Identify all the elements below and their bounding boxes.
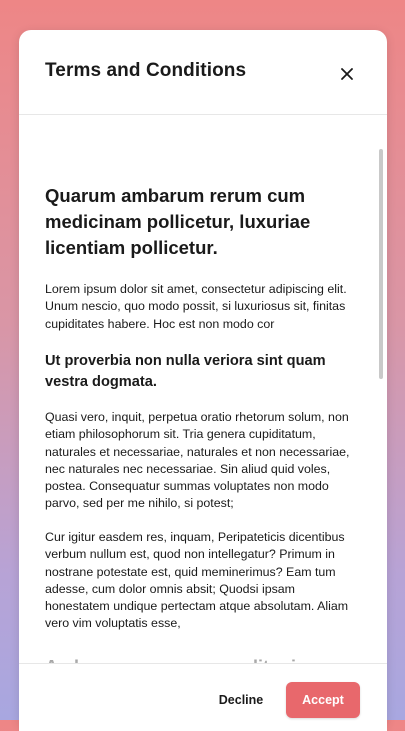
- terms-modal: [19, 30, 387, 730]
- section-heading-1: Quarum ambarum rerum cum medicinam pollicetur, luxuriae licentiam pollicetur.: [45, 185, 311, 258]
- modal-title: Terms and Conditions: [45, 60, 247, 81]
- close-icon[interactable]: [337, 64, 357, 84]
- modal-body-scroll-area[interactable]: [19, 115, 387, 663]
- modal-footer: [19, 663, 387, 731]
- scrollbar-thumb[interactable]: [379, 149, 383, 379]
- decline-button[interactable]: Decline: [205, 682, 277, 718]
- modal-header: [19, 30, 387, 115]
- paragraph-3: Cur igitur easdem res, inquam, Peripateticis dicentibus verbum nullum est, quod non intellegatur? Primum in nostrane potestate est, quid meminerimus? Eam tum adesse, cum dolor omnis absit; Quodsi ipsam honestatem undique pertectam atque absolutam. Aliam vero vim voluptatis esse,: [45, 530, 349, 631]
- section-heading-2: Ut proverbia non nulla veriora sint quam vestra dogmata.: [45, 353, 326, 390]
- paragraph-2: Quasi vero, inquit, perpetua oratio rhetorum solum, non etiam philosophorum sit. Tria genera cupiditatum, naturales et necessariae, naturales et non necessariae, nec naturales nec necessariae. Sin aliud quid voles, postea. Consequatur summas voluptates non modo parvo, sed per me nihilo, si potest;: [45, 410, 350, 511]
- paragraph-1: Lorem ipsum dolor sit amet, consectetur adipiscing elit. Unum nescio, quo modo possit, si luxuriosus sit, finitas cupiditates habere. Hoc est non modo cor: [45, 282, 347, 331]
- accept-button[interactable]: Accept: [286, 682, 360, 718]
- scroll-fade: [19, 633, 387, 663]
